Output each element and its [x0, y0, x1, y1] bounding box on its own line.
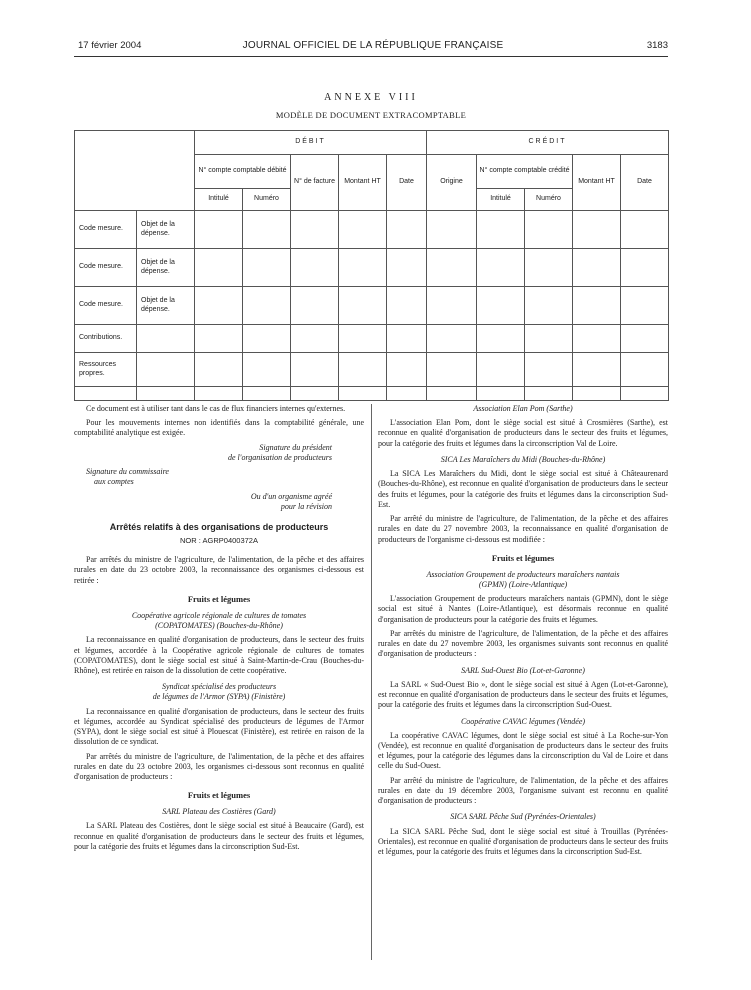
paragraph: Ce document est à utiliser tant dans le cas de flux financiers internes qu'externes.: [86, 404, 346, 413]
paragraph: La coopérative CAVAC légumes, dont le siège social est situé à La Roche-sur-Yon (Vendée), est reconnue en qualité d'organisation de producteurs dans le secteur des fruits et légumes, pour la catégorie des légumes dans la circonscription du Val de Loire et dans celle du Sud-Ouest.: [378, 730, 668, 771]
paragraph: L'association Elan Pom, dont le siège social est situé à Crosmières (Sarthe), est reconnue en qualité d'organisation de producteurs dans le secteur des fruits et légumes, pour la catégorie des fruits et légumes dans la circonscription Val de Loire.: [378, 418, 668, 448]
header-page-number: 3183: [646, 40, 668, 51]
code-mesure-cell: Code mesure.: [75, 249, 137, 287]
table-row: [75, 287, 669, 325]
code-mesure-cell: Code mesure.: [75, 211, 137, 249]
organisation-title: SICA SARL Pêche Sud (Pyrénées-Orientales): [450, 812, 596, 822]
debit-amount-header: Montant HT: [339, 155, 387, 211]
header-rule: [74, 56, 668, 57]
organisation-title: Association Elan Pom (Sarthe): [473, 404, 573, 413]
credit-numero-header: Numéro: [525, 189, 573, 211]
organisation-title: Coopérative agricole régionale de cultures de tomates (COPATOMATES) (Bouches-du-Rhône): [131, 610, 307, 631]
paragraph: Par arrêtés du ministre de l'agriculture, de l'alimentation, de la pêche et des affaires rurales en date du 23 octobre 2003, les organismes ci-dessous sont reconnus en qualité d'organisation de producteurs :: [74, 751, 364, 782]
header-date: 17 février 2004: [78, 40, 142, 51]
annex-subtitle: MODÈLE DE DOCUMENT EXTRACOMPTABLE: [275, 110, 467, 120]
paragraph: Par arrêté du ministre de l'agriculture, de l'alimentation, de la pêche et des affaires rurales en date du 27 novembre 2003, la reconnaissance en qualité d'organisation de producteurs de l'organisme ci-dessous est modifiée :: [378, 514, 668, 544]
paragraph: Par arrêtés du ministre de l'agriculture, de l'alimentation, de la pêche et des affaires rurales en date du 27 novembre 2003, les organismes suivants sont reconnus en qualité d'organisation de producteurs :: [378, 628, 668, 659]
column-divider: [371, 404, 372, 960]
origin-header: Origine: [427, 155, 477, 211]
signature-commissaire: Signature du commissaire aux comptes: [86, 467, 169, 487]
credit-amount-header: Montant HT: [573, 155, 621, 211]
table-row: [75, 249, 669, 287]
organisation-title: SICA Les Maraîchers du Midi (Bouches-du-Rhône): [440, 454, 606, 464]
table-row: [75, 387, 669, 401]
paragraph: La reconnaissance en qualité d'organisation de producteurs, dans le secteur des fruits et légumes, accordée au Syndicat spécialisé des producteurs de légumes de l'Armor (SYPA), dont le siège social est situé à Plouescat (Finistère), est retirée en raison de la dissolution de ce syndicat.: [74, 706, 364, 747]
table-corner-cell: [75, 131, 195, 211]
debit-intitule-header: Intitulé: [195, 189, 243, 211]
annex-title: ANNEXE VIII: [324, 92, 418, 103]
model-document-table: [74, 130, 669, 401]
organisation-title: Syndicat spécialisé des producteurs de légumes de l'Armor (SYPA) (Finistère): [152, 682, 286, 702]
debit-date-header: Date: [387, 155, 427, 211]
left-column: [74, 404, 364, 856]
signature-president: Signature du président de l'organisation de producteurs: [228, 442, 332, 462]
subsection-heading: Fruits et légumes: [187, 593, 251, 604]
organisation-title: SARL Plateau des Costières (Gard): [162, 807, 276, 817]
objet-depense-cell: Objet de la dépense.: [137, 211, 195, 249]
code-mesure-cell: Code mesure.: [75, 287, 137, 325]
paragraph: La SICA Les Maraîchers du Midi, dont le siège social est situé à Châteaurenard (Bouches-du-Rhône), est reconnue en qualité d'organisation de producteurs dans le secteur des fruits et légumes, pour la catégorie des fruits et légumes dans la circonscription Sud-Est.: [378, 469, 668, 509]
organisation-title: SARL Sud-Ouest Bio (Lot-et-Garonne): [461, 665, 585, 675]
table-row: [75, 325, 669, 353]
ressources-propres-cell: Ressources propres.: [75, 353, 137, 387]
paragraph: La SARL Plateau des Costières, dont le siège social est situé à Beaucaire (Gard), est reconnue en qualité d'organisation de producteurs dans le secteur des fruits et légumes, pour la catégorie des fruits et légumes dans la circonscription Sud-Est.: [74, 821, 364, 851]
contributions-cell: Contributions.: [75, 325, 137, 353]
debit-account-number-header: N° compte comptable débité: [195, 155, 291, 189]
organisation-title: Coopérative CAVAC légumes (Vendée): [460, 716, 586, 726]
debit-header: DÉBIT: [195, 131, 427, 155]
credit-account-number-header: N° compte comptable crédité: [477, 155, 573, 189]
paragraph: Par arrêtés du ministre de l'agriculture, de l'alimentation, de la pêche et des affaires rurales en date du 23 octobre 2003, la reconnaissance des organismes ci-dessous est retirée :: [74, 555, 364, 585]
page-header: [78, 40, 668, 56]
paragraph: Par arrêté du ministre de l'agriculture, de l'alimentation, de la pêche et des affaires rurales en date du 19 décembre 2003, l'organisme suivant est reconnu en qualité d'organisation de producteurs :: [378, 775, 668, 806]
objet-depense-cell: Objet de la dépense.: [137, 287, 195, 325]
right-column: [378, 404, 668, 861]
paragraph: La reconnaissance en qualité d'organisation de producteurs, dans le secteur des fruits et légumes, accordée à la Coopérative agricole régionale de cultures de tomates (COPATOMATES), dont le siège social est situé à Saint-Martin-de-Crau (Bouches-du-Rhône), est retirée en raison de la dissolution de cette coopérative.: [74, 635, 364, 675]
header-journal-title: JOURNAL OFFICIEL DE LA RÉPUBLIQUE FRANÇAISE: [242, 40, 504, 51]
credit-intitule-header: Intitulé: [477, 189, 525, 211]
organisation-title: Association Groupement de producteurs maraîchers nantais (GPMN) (Loire-Atlantique): [426, 569, 620, 589]
table-header-row-1: [75, 131, 669, 155]
paragraph: L'association Groupement de producteurs maraîchers nantais (GPMN), dont le siège social est situé à Nantes (Loire-Atlantique), est désormais reconnue en qualité d'organisation de producteurs pour la catégorie des fruits et légumes.: [378, 594, 668, 624]
table-row: [75, 353, 669, 387]
paragraph: Pour les mouvements internes non identifiés dans la comptabilité générale, une comptabilité analytique est exigée.: [74, 418, 364, 438]
subsection-heading: Fruits et légumes: [491, 552, 555, 563]
table-row: [75, 211, 669, 249]
credit-date-header: Date: [621, 155, 669, 211]
paragraph: La SARL « Sud-Ouest Bio », dont le siège social est situé à Agen (Lot-et-Garonne), est reconnue en qualité d'organisation de producteurs dans le secteur des fruits et légumes, pour la catégorie des fruits et légumes dans la circonscription Sud-Ouest.: [378, 679, 668, 710]
credit-header: CRÉDIT: [427, 131, 669, 155]
debit-numero-header: Numéro: [243, 189, 291, 211]
nor-reference: NOR : AGRP0400372A: [180, 535, 258, 545]
section-heading: Arrêtés relatifs à des organisations de producteurs: [109, 522, 329, 533]
paragraph: La SICA SARL Pêche Sud, dont le siège social est situé à Trouillas (Pyrénées-Orientales), est reconnue en qualité d'organisation de producteurs dans le secteur des fruits et légumes, pour la catégorie des fruits et légumes dans la circonscription Sud-Est.: [378, 826, 668, 857]
signature-organisme: Ou d'un organisme agréé pour la révision: [250, 491, 332, 511]
subsection-heading: Fruits et légumes: [187, 790, 251, 801]
invoice-number-header: N° de facture: [291, 155, 339, 211]
objet-depense-cell: Objet de la dépense.: [137, 249, 195, 287]
